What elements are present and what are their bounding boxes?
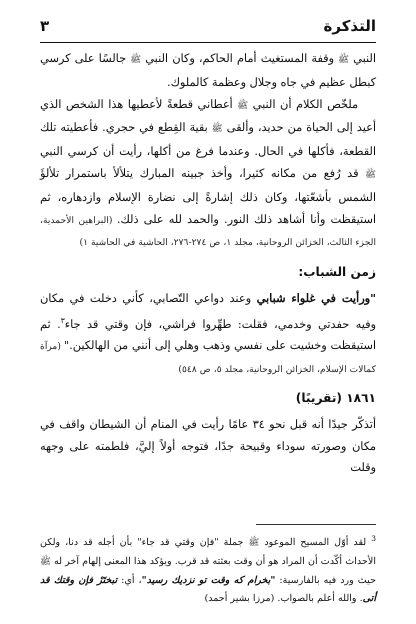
text-span: لقد أوّل المسيح الموعود	[259, 537, 372, 549]
text-span: ملخّص الكلام أن النبي	[248, 97, 359, 111]
source-reference: (البراهين الأحمدية، الجزء الثالث، الخزائن الروحانية، مجلد ١، ص ٢٧٤-٢٧٦، الحاشية في الحاشية ١)	[40, 214, 376, 249]
paragraph-1	[40, 48, 376, 94]
text-span: ، أي:	[117, 574, 142, 586]
text-span: قد رُفع من مكانه كثيرا، وأخذ جبينه المبارك يتلألأ باستمرار تلألؤَ الشمس بأشعّتها، وكان ذلك إشارةً إلى نضارة الإسلام وازدهاره، ثم استيقظت وأنا أشاهد ذلك النور. والحمد لله على ذلك.	[40, 166, 376, 226]
text-span: . ثم استيقظت وخشيت على نفسي وذهب وهلي إلى أنني من الهالكين."	[40, 317, 376, 353]
salutation-ligature: ﷺ	[365, 169, 376, 180]
footnote-marker[interactable]: ٣	[60, 315, 65, 325]
footnote-number: 3	[371, 534, 376, 543]
text-span: جالسًا على كرسي كبطل عظيم في جاه وجلال وعظمة كالملوك.	[40, 52, 376, 89]
text-span: بقية القِطع في حجري. فأعطيته تلك القطعة، فأكلها في الحال. وعندما فرغ من أكلها، رأيت أن كرسي النبي	[40, 121, 376, 159]
section-heading-youth: زمن الشباب:	[298, 265, 376, 280]
paragraph-2	[40, 94, 376, 255]
text-span: وقفة المستغيث أمام الحاكم، وكان النبي	[141, 52, 339, 65]
section-heading-year: ١٨٦١ (تقريبًا)	[295, 390, 376, 405]
salutation-ligature: ﷺ	[130, 55, 142, 65]
salutation-ligature: ﷺ	[40, 556, 51, 567]
source-reference: (مرآة كمالات الإسلام، الخزائن الروحانية، مجلد ٥، ص ٥٤٨)	[40, 341, 376, 376]
text-span: حيث ورد فيه بالفارسية:	[275, 574, 376, 586]
salutation-ligature: ﷺ	[248, 538, 260, 549]
paragraph-3	[40, 288, 376, 381]
text-span: النبي	[349, 52, 376, 65]
text-span: وعند دواعي التّصابي، كأني دخلت في مكان وفيه حفدتي وخدمي، فقلت: طهِّروا فراشي، فإن وقتي قد جاء	[40, 291, 376, 331]
persian-quote: "بخرام كه وقت تو نزديك رسيد"	[141, 574, 276, 586]
text-span: أعطاني قطعةً لأعطيها هذا الشخص الذي أعيد إلى الحياة من حديد، وألقى	[40, 97, 376, 135]
salutation-ligature: ﷺ	[338, 55, 350, 65]
page-header	[40, 14, 376, 38]
page-number: ٣	[40, 17, 50, 35]
persian-gloss: تبختَرْ فإن وقتك قد أتى	[40, 574, 376, 604]
quote-lead: "ورأيت في غلواء شبابي	[256, 290, 376, 305]
header-rule	[40, 42, 376, 43]
footnote-rule	[256, 524, 376, 525]
running-title: التذكرة	[323, 17, 376, 35]
paragraph-4: أتذكّر جيدًا أنه قبل نحو ٣٤ عامًا رأيت في المنام أن الشيطان واقف في مكان وصورته سوداء وقبيحة جدًا، فتوجه أولاً إليَّ، فلطمته على وجهه وقلت	[40, 417, 376, 475]
text-span: . والله أعلم بالصواب. (مرزا بشير أحمد)	[204, 592, 363, 604]
salutation-ligature: ﷺ	[237, 100, 249, 111]
footnote	[40, 530, 376, 607]
salutation-ligature: ﷺ	[211, 124, 223, 135]
text-span: جملة "فإن وقتي قد جاء" بأن أجله قد دنا، ولكن الأحداث أكّدت أن المراد هو أن وقت بعثته قد قرب. ويؤكد هذا المعنى إلهام آخر له	[40, 537, 376, 567]
main-text	[40, 48, 376, 479]
